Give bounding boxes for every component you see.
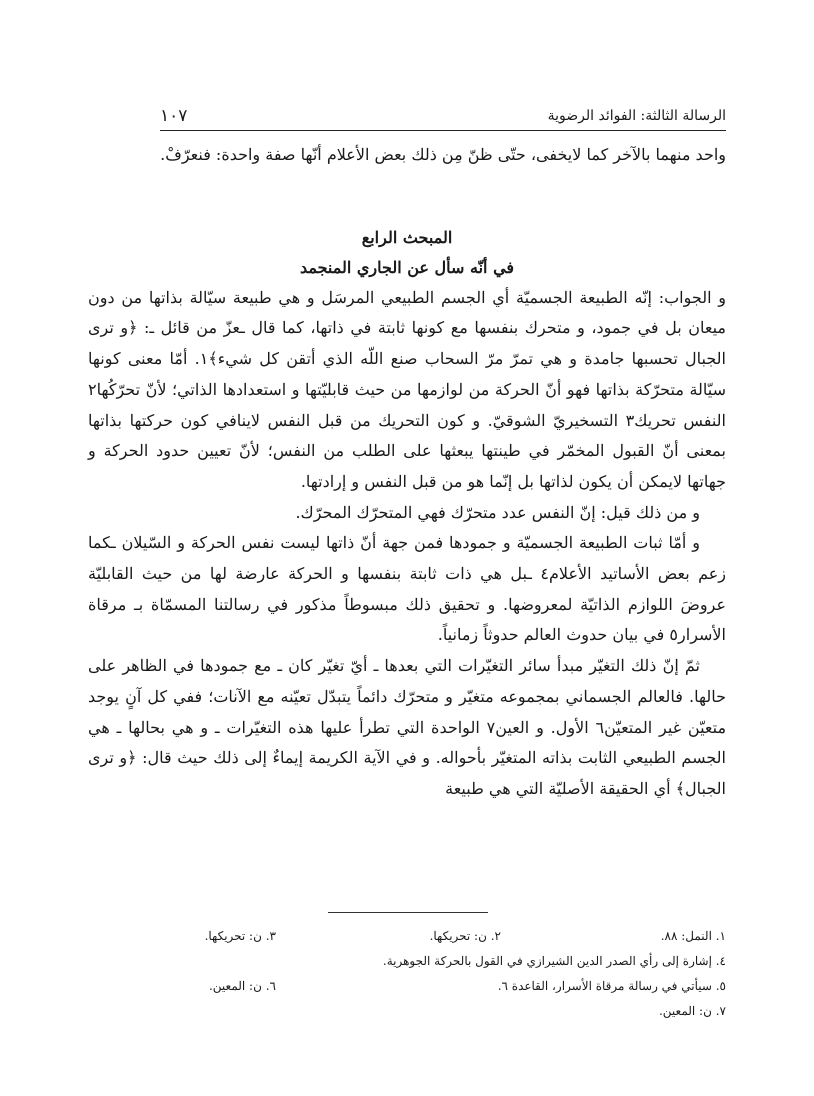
footnote-7: ٧. ن: المعين. <box>658 1004 726 1018</box>
page-number: ١٠٧ <box>160 106 188 126</box>
section-heading: المبحث الرابع <box>361 227 453 247</box>
page-header <box>160 100 726 131</box>
paragraph-saying: و من ذلك قيل: إنّ النفس عدد متحرّك فهي المتحرّك المحرّك. <box>295 502 700 522</box>
footnotes <box>88 926 726 1026</box>
main-text <box>88 140 726 805</box>
intro-paragraph: واحد منهما بالآخر كما لايخفى، حتّى ظنّ مِن ذلك بعض الأعلام أنّها صفة واحدة: فنعرّفْ. <box>160 145 726 164</box>
running-title: الرسالة الثالثة: الفوائد الرضوية <box>547 108 726 124</box>
footnote-6: ٦. ن: المعين. <box>208 979 276 993</box>
footnote-3: ٣. ن: تحريكها. <box>204 929 276 943</box>
footnote-4: ٤. إشارة إلى رأي الصدر الدين الشيرازي في القول بالحركة الجوهرية. <box>382 954 726 968</box>
section-subheading: في أنّه سأل عن الجاري المنجمد <box>299 257 515 277</box>
footnote-5: ٥. سيأتي في رسالة مرقاة الأسرار، القاعدة ٦. <box>497 979 726 993</box>
paragraph-answer: و الجواب: إنّه الطبيعة الجسميّة أي الجسم الطبيعي المرسَل و هي طبيعة سيّالة بذاتها من دون ميعان بل في جمود، و متحرك بنفسها مع كونها ثابتة في ذاتها، كما قال ـعزّ من قائل ـ: ﴿و ترى الجبال تحسبها جامدة و هي تمرّ مرّ السحاب صنع اللّه الذي أتقن كل شيء﴾١. أمّا معنى كونها سيّالة متحرّكة بذاتها فهو أنّ الحركة من لوازمها من حيث قابليّتها و استعدادها الذاتي؛ لأنّ تحرّكُها٢ النفس تحريك٣ التسخيريّ الشوقيّ. و كون التحريك من قبل النفس لاينافي كون حركتها بذاتها بمعنى أنّ القبول المخمّر في طينتها يبعثها على الطلب من النفس؛ لأنّ تعيين حدود الحركة و جهاتها لايمكن أن يكون لذاتها بل إنّما هو من قبل النفس و إرادتها. <box>88 287 727 491</box>
footnote-divider <box>328 912 488 913</box>
footnote-1: ١. النمل: ٨٨. <box>660 929 726 943</box>
paragraph-change: ثمّ إنّ ذلك التغيّر مبدأ سائر التغيّرات التي بعدها ـ أيّ تغيّر كان ـ مع جمودها في الظاهر على حالها. فالعالم الجسماني بمجموعه متغيّر و متحرّك دائماً يتبدّل تعيّنه مع الآنات؛ ففي كل آنٍ يوجد متعيّن غير المتعيّن٦ الأول. و العين٧ الواحدة التي تطرأ عليها هذه التغيّرات ـ و هي بحالها ـ هي الجسم الطبيعي الثابت بذاته المتغيّر بأحواله. و في الآية الكريمة إيماءٌ إلى ذلك حيث قال: ﴿و ترى الجبال﴾ أي الحقيقة الأصليّة التي هي طبيعة <box>88 656 727 798</box>
footnote-2: ٢. ن: تحريكها. <box>429 929 501 943</box>
paragraph-stability: و أمّا ثبات الطبيعة الجسميّة و جمودها فمن جهة أنّ ذاتها ليست نفس الحركة و السّيلان ـكما زعم بعض الأساتيد الأعلام٤ ـبل هي ذات ثابتة بنفسها و الحركة عارضة لها من حيث القابليّة عروضَ اللوازم الذاتيّة لمعروضها. و تحقيق ذلك مبسوطاً مذكور في رسالتنا المسمّاة بـ مرقاة الأسرار٥ في بيان حدوث العالم حدوثاً زمانياً. <box>88 533 726 645</box>
